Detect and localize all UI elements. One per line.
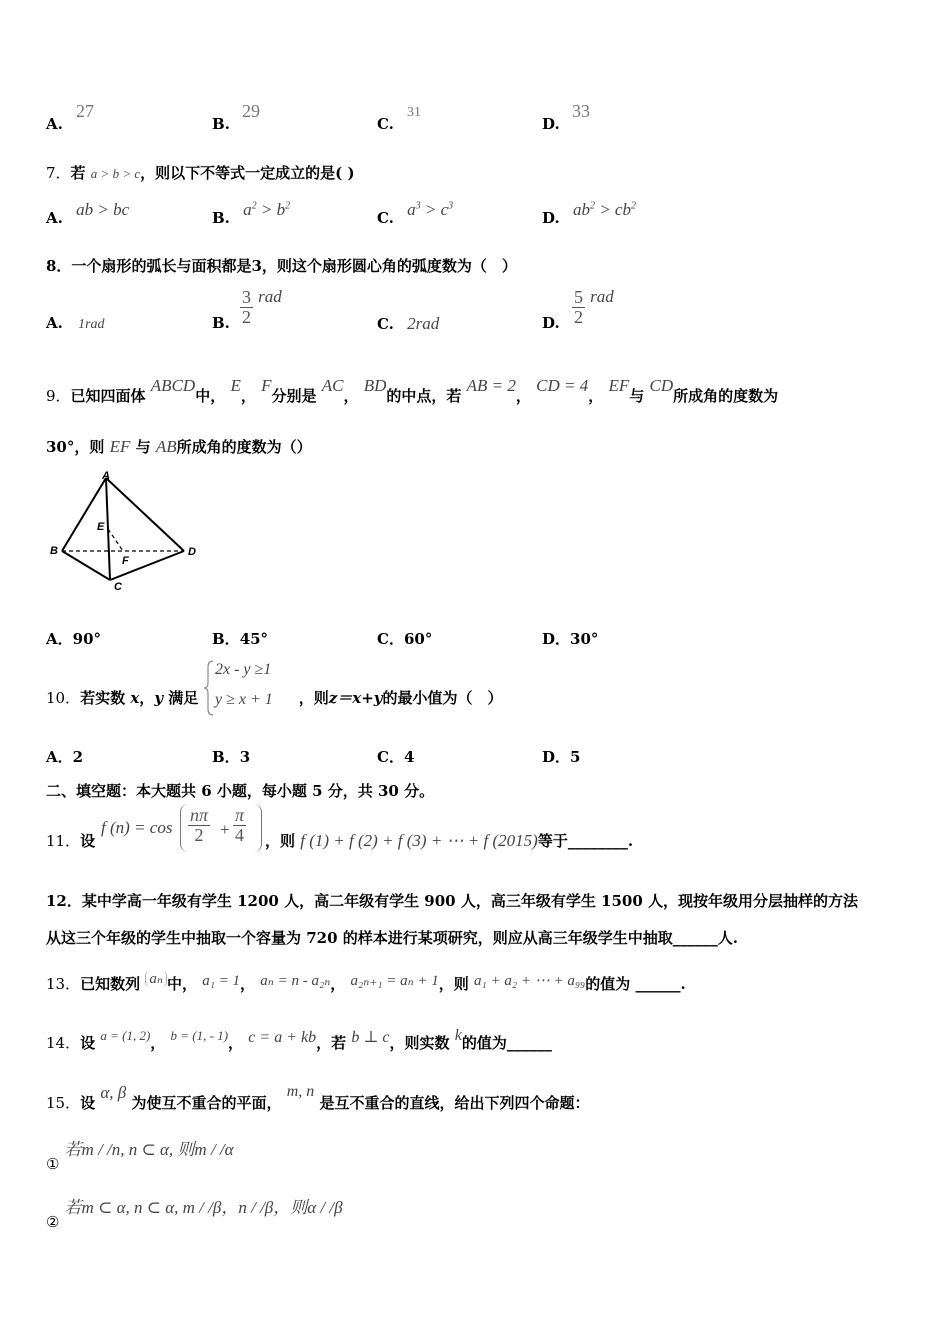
edge-ad [106,478,184,551]
vertex-label-a: A [102,470,110,482]
system-brace [203,659,215,717]
q6-option-a[interactable]: A. 27 [46,101,94,133]
q13-stem: 13．已知数列 aₙ 中， a₁ = 1， aₙ = n - a₂ₙ， a₂ₙ₊₁ = aₙ + 1，则 a₁ + a₂ + ⋯ + a₉₉的值为 ______. [46,971,686,993]
q11-number: 11．设 [46,832,96,850]
q15-proposition-2: ② 若m ⊂ α, n ⊂ α, m / /β，n / /β，则α / /β [46,1198,343,1231]
q8-option-d-fraction: $\frac{5}{2}$ rad [574,286,614,327]
q9-option-c[interactable]: C．60° [377,630,433,648]
tetrahedron-figure [44,468,214,598]
system-inequality-2: y ≥ x + 1 [215,691,273,708]
q15-proposition-1: ① 若m / /n, n ⊂ α, 则m / /α [46,1140,234,1173]
q6-option-d[interactable]: D. 33 [542,101,590,133]
left-brace-icon [203,659,215,717]
q9-option-b[interactable]: B．45° [212,630,269,648]
q9-option-d[interactable]: D．30° [542,630,599,648]
q10-option-c[interactable]: C．4 [377,748,415,766]
vertex-label-b: B [50,545,58,557]
q6-option-b[interactable]: B. 29 [212,101,260,133]
q11-fraction-2: $\frac{\pi}{4}$ [235,805,245,845]
q14-stem: 14．设 a = (1, 2)， b = (1, - 1)， c = a + kb，若 b ⊥ c，则实数 k的值为______ [46,1027,552,1052]
q11-function-def: f (n) = cos [101,818,173,837]
q8-stem: 8．一个扇形的弧长与面积都是3，则这个扇形圆心角的弧度数为（ ） [46,257,517,275]
q11-plus: + [220,820,230,839]
edge-bc [62,551,110,580]
q11-stem-rest: ，则 f (1) + f (2) + f (3) + ⋯ + f (2015)等于________. [265,831,634,850]
q8-option-a[interactable]: A. 1rad [46,314,105,332]
q8-option-c[interactable]: C. 2rad [377,314,440,333]
vertex-label-d: D [188,546,196,558]
edge-ab [62,478,106,551]
q9-stem-line2: 30°，则 EF 与 AB所成角的度数为（） [46,437,312,456]
q8-option-b-fraction: $\frac{3}{2}$ rad [242,286,282,327]
point-label-e: E [97,521,105,533]
q12-stem-line1: 12．某中学高一年级有学生 1200 人，高二年级有学生 900 人，高三年级有学生 1500 人，现按年级用分层抽样的方法 [46,892,859,910]
q7-option-b[interactable]: B. $a^2 > b^2$ [212,200,291,227]
q12-stem-line2: 从这三个年级的学生中抽取一个容量为 720 的样本进行某项研究，则应从高三年级学生中抽取______人. [46,929,738,947]
q8-option-b[interactable]: B. [212,314,230,332]
system-inequality-1: 2x - y ≥1 [215,661,272,678]
point-label-f: F [122,555,129,567]
q7-option-c[interactable]: C. $a^3 > c^3$ [377,200,454,227]
q7-option-a[interactable]: A. ab > bc [46,200,130,227]
q10-stem: 10．若实数 x，y 满足 ，则z＝x+y的最小值为（ ） [46,689,503,707]
q10-option-d[interactable]: D．5 [542,748,581,766]
segment-ef [108,529,123,551]
q10-option-b[interactable]: B．3 [212,748,251,766]
q10-option-a[interactable]: A．2 [46,748,84,766]
q7-option-d[interactable]: D. $ab^2 > cb^2$ [542,200,636,227]
q15-stem: 15．设 α, β 为使互不重合的平面， m, n 是互不重合的直线，给出下列四个命题： [46,1083,590,1112]
vertex-label-c: C [114,581,122,593]
q9-option-a[interactable]: A．90° [46,630,102,648]
q11-fraction-1: $\frac{n\pi}{2}$ [190,805,209,845]
q8-option-d[interactable]: D. [542,314,560,332]
section-heading-fill-in: 二、填空题：本大题共 6 小题，每小题 5 分，共 30 分。 [46,782,435,800]
q9-stem-line1: 9．已知四面体 ABCD中， E， F分别是 AC， BD的中点，若 AB = 2， CD = 4， EF与 CD所成角的度数为 [46,376,779,405]
q6-option-c[interactable]: C. 31 [377,105,421,133]
q7-stem: 7．若 a > b > c，则以下不等式一定成立的是( ) [46,164,355,182]
